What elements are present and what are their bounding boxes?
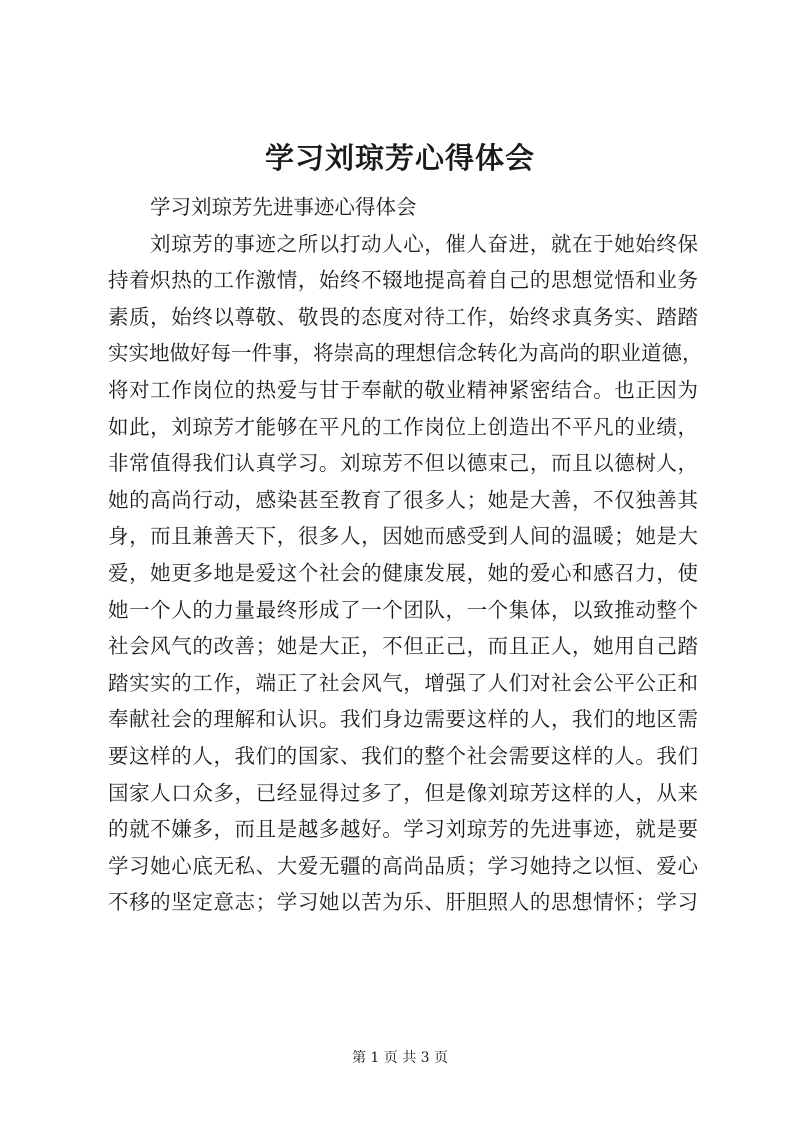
paragraph-line: 社会风气的改善；她是大正，不但正己，而且正人，她用自己踏 [108, 634, 698, 659]
document-body [108, 189, 703, 921]
page-number-label: 第 1 页 共 3 页 [351, 1050, 449, 1066]
document-subtitle: 学习刘琼芳先进事迹心得体会 [150, 195, 417, 219]
paragraph-line: 如此，刘琼芳才能够在平凡的工作岗位上创造出不平凡的业绩， [108, 414, 698, 439]
paragraph-line: 要这样的人，我们的国家、我们的整个社会需要这样的人。我们 [108, 743, 698, 768]
paragraph-line: 奉献社会的理解和认识。我们身边需要这样的人，我们的地区需 [108, 707, 698, 732]
document-title: 学习刘琼芳心得体会 [264, 141, 535, 175]
paragraph-line: 的就不嫌多，而且是越多越好。学习刘琼芳的先进事迹，就是要 [108, 817, 698, 842]
paragraph-line: 爱，她更多地是爱这个社会的健康发展，她的爱心和感召力，使 [108, 560, 698, 585]
paragraph-line: 国家人口众多，已经显得过多了，但是像刘琼芳这样的人，从来 [108, 780, 698, 805]
paragraph-line: 将对工作岗位的热爱与甘于奉献的敬业精神紧密结合。也正因为 [108, 377, 698, 402]
paragraph-line: 她一个人的力量最终形成了一个团队，一个集体，以致推动整个 [108, 597, 698, 622]
paragraph-line: 学习她心底无私、大爱无疆的高尚品质；学习她持之以恒、爱心 [108, 853, 698, 878]
paragraph-line: 非常值得我们认真学习。刘琼芳不但以德束己，而且以德树人， [108, 451, 698, 476]
paragraph-line: 身，而且兼善天下，很多人，因她而感受到人间的温暖；她是大 [108, 524, 698, 549]
paragraph-line: 踏实实的工作，端正了社会风气，增强了人们对社会公平公正和 [108, 670, 698, 695]
paragraph-line: 不移的坚定意志；学习她以苦为乐、肝胆照人的思想情怀；学习 [108, 890, 698, 915]
paragraph-line: 她的高尚行动，感染甚至教育了很多人；她是大善，不仅独善其 [108, 487, 698, 512]
paragraph-line: 持着炽热的工作激情，始终不辍地提高着自己的思想觉悟和业务 [108, 268, 698, 293]
page-footer [0, 1048, 800, 1068]
paragraph-line: 素质，始终以尊敬、敬畏的态度对待工作，始终求真务实、踏踏 [108, 304, 698, 329]
paragraph-line: 实实地做好每一件事，将崇高的理想信念转化为高尚的职业道德， [108, 341, 703, 366]
paragraph-line: 刘琼芳的事迹之所以打动人心，催人奋进，就在于她始终保 [150, 231, 698, 256]
